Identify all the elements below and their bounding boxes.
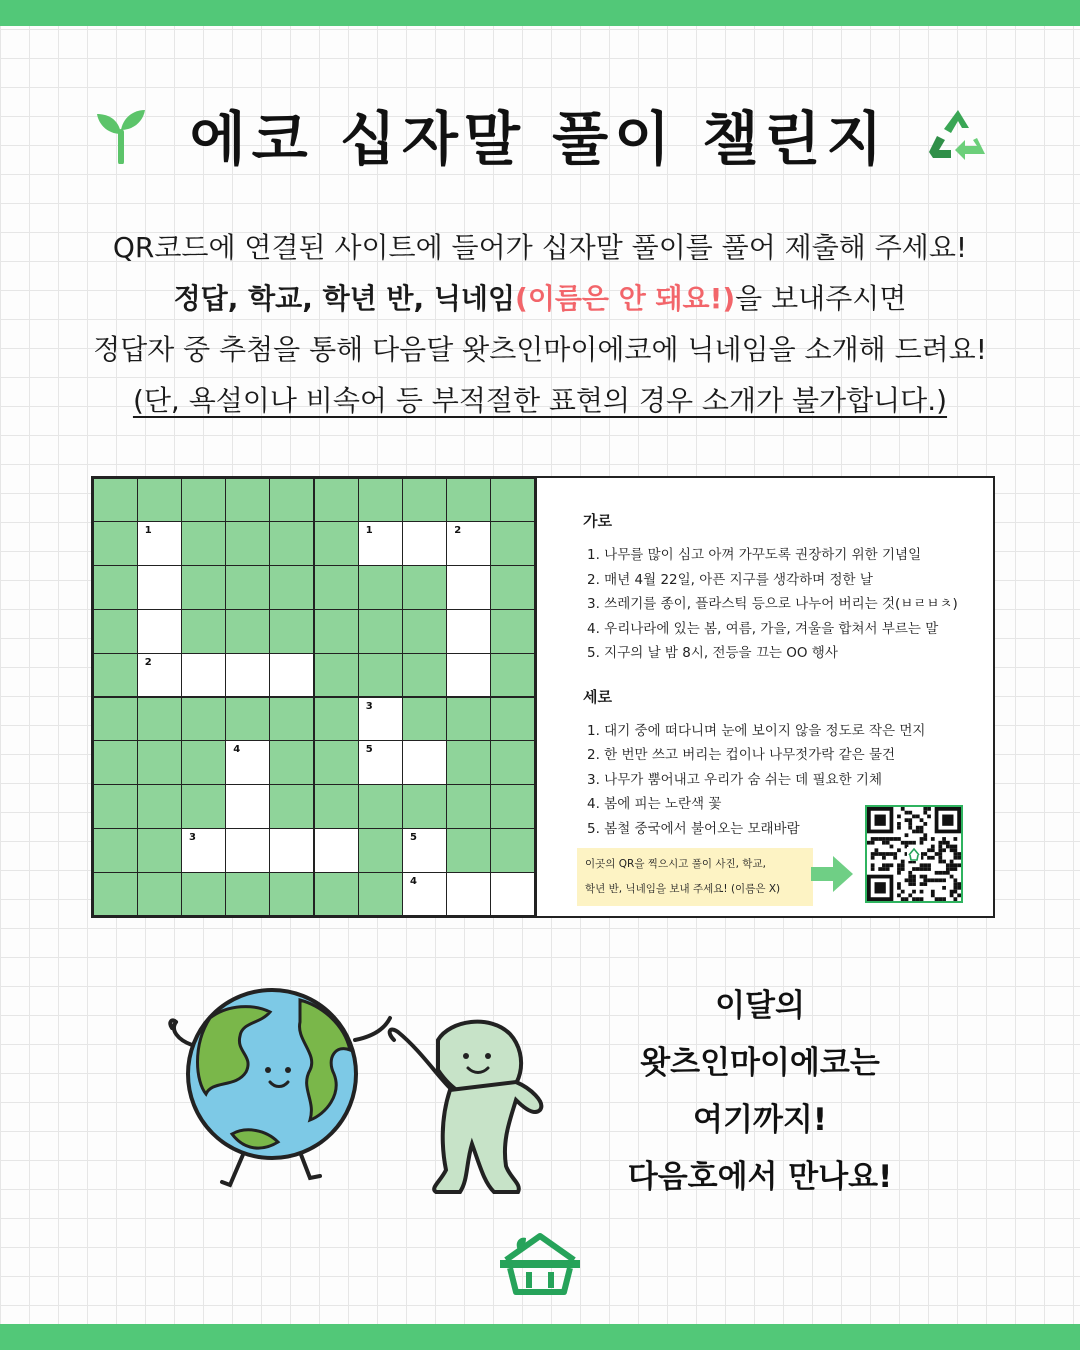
crossword-filled-cell xyxy=(138,698,181,741)
intro-line-2 xyxy=(0,273,1080,324)
clue-number: 1 xyxy=(365,525,373,537)
clue-number: 3 xyxy=(189,832,196,843)
crossword-blank-cell[interactable] xyxy=(226,785,269,828)
crossword-filled-cell xyxy=(359,829,402,872)
closing-line-3: 여기까지! xyxy=(693,1102,827,1138)
closing-line-1: 이달의 xyxy=(715,988,805,1024)
crossword-filled-cell xyxy=(94,873,137,916)
recycle-icon xyxy=(929,106,987,162)
crossword-filled-cell xyxy=(403,479,446,522)
crossword-filled-cell xyxy=(359,785,402,828)
crossword-filled-cell xyxy=(94,522,137,565)
top-accent-bar xyxy=(0,0,1080,26)
across-clue: 1. 나무를 많이 심고 아껴 가꾸도록 권장하기 위한 기념일 xyxy=(587,547,922,563)
crossword-filled-cell xyxy=(403,785,446,828)
across-clue-list xyxy=(583,543,983,666)
crossword-filled-cell xyxy=(359,654,402,697)
crossword-blank-cell[interactable] xyxy=(315,829,358,872)
across-clue: 4. 우리나라에 있는 봄, 여름, 가을, 겨울을 합쳐서 부르는 말 xyxy=(587,620,939,637)
page-title-row xyxy=(0,92,1080,176)
crossword-filled-cell xyxy=(270,522,313,565)
crossword-filled-cell xyxy=(94,741,137,784)
crossword-filled-cell xyxy=(491,698,534,741)
intro-name-warning: (이름은 안 돼요!) xyxy=(515,282,736,315)
sprout-icon xyxy=(93,104,149,164)
crossword-filled-cell xyxy=(403,654,446,697)
crossword-blank-cell[interactable] xyxy=(182,654,225,697)
crossword-filled-cell xyxy=(182,479,225,522)
crossword-filled-cell xyxy=(94,566,137,609)
crossword-blank-cell[interactable] xyxy=(138,610,181,653)
crossword-filled-cell xyxy=(94,610,137,653)
crossword-filled-cell xyxy=(403,698,446,741)
panel-divider xyxy=(535,478,537,916)
crossword-filled-cell xyxy=(315,610,358,653)
crossword-blank-cell[interactable] xyxy=(447,566,490,609)
crossword-filled-cell xyxy=(359,479,402,522)
crossword-filled-cell xyxy=(315,654,358,697)
crossword-filled-cell xyxy=(491,785,534,828)
crossword-filled-cell xyxy=(359,610,402,653)
crossword-filled-cell xyxy=(359,566,402,609)
crossword-blank-cell[interactable] xyxy=(447,654,490,697)
crossword-blank-cell[interactable] xyxy=(138,566,181,609)
across-title: 가로 xyxy=(583,512,612,530)
bottom-accent-bar xyxy=(0,1324,1080,1350)
crossword-filled-cell xyxy=(94,654,137,697)
crossword-blank-cell[interactable] xyxy=(270,829,313,872)
crossword-filled-cell xyxy=(138,479,181,522)
crossword-filled-cell xyxy=(359,873,402,916)
crossword-filled-cell xyxy=(491,566,534,609)
crossword-filled-cell xyxy=(138,829,181,872)
crossword-blank-cell[interactable] xyxy=(359,741,402,784)
crossword-blank-cell[interactable] xyxy=(226,654,269,697)
crossword-filled-cell xyxy=(491,741,534,784)
crossword-blank-cell[interactable] xyxy=(403,741,446,784)
crossword-filled-cell xyxy=(315,522,358,565)
crossword-filled-cell xyxy=(94,479,137,522)
crossword-blank-cell[interactable] xyxy=(359,698,402,741)
clue-number: 1 xyxy=(144,525,152,537)
crossword-filled-cell xyxy=(315,698,358,741)
down-title: 세로 xyxy=(583,687,612,706)
crossword-filled-cell xyxy=(94,829,137,872)
crossword-blank-cell[interactable] xyxy=(226,741,269,784)
crossword-filled-cell xyxy=(270,785,313,828)
crossword-filled-cell xyxy=(226,610,269,653)
crossword-filled-cell xyxy=(315,479,358,522)
crossword-filled-cell xyxy=(491,654,534,697)
crossword-filled-cell xyxy=(315,785,358,828)
crossword-filled-cell xyxy=(447,785,490,828)
crossword-blank-cell[interactable] xyxy=(447,522,490,565)
crossword-filled-cell xyxy=(447,741,490,784)
across-clue: 3. 쓰레기를 종이, 플라스틱 등으로 나누어 버리는 것(ㅂㄹㅂㅊ) xyxy=(587,596,958,612)
intro-line-1: QR코드에 연결된 사이트에 들어가 십자말 풀이를 풀어 제출해 주세요! xyxy=(112,231,968,264)
crossword-filled-cell xyxy=(226,479,269,522)
closing-message xyxy=(590,978,930,1206)
crossword-filled-cell xyxy=(182,785,225,828)
clue-number: 2 xyxy=(454,525,462,537)
crossword-blank-cell[interactable] xyxy=(447,610,490,653)
down-clue: 2. 한 번만 쓰고 버리는 컵이나 나무젓가락 같은 물건 xyxy=(587,747,896,763)
intro-text xyxy=(0,222,1080,426)
intro-line-2-tail: 을 보내주시면 xyxy=(735,282,907,315)
crossword-filled-cell xyxy=(447,829,490,872)
crossword-filled-cell xyxy=(403,566,446,609)
crossword-blank-cell[interactable] xyxy=(138,654,181,697)
crossword-panel xyxy=(91,476,995,918)
crossword-filled-cell xyxy=(491,610,534,653)
clue-number: 5 xyxy=(410,832,417,843)
qr-note-line-2: 학년 반, 닉네임을 보내 주세요! (이름은 X) xyxy=(585,883,781,895)
crossword-filled-cell xyxy=(226,873,269,916)
crossword-blank-cell[interactable] xyxy=(359,522,402,565)
crossword-blank-cell[interactable] xyxy=(403,873,446,916)
crossword-blank-cell[interactable] xyxy=(226,829,269,872)
intro-line-4: (단, 욕설이나 비속어 등 부적절한 표현의 경우 소개가 불가합니다.) xyxy=(132,384,948,417)
crossword-filled-cell xyxy=(182,522,225,565)
crossword-filled-cell xyxy=(447,479,490,522)
crossword-filled-cell xyxy=(226,698,269,741)
page-title: 에코 십자말 풀이 챌린지 xyxy=(189,105,889,173)
arrow-right-icon xyxy=(811,854,855,894)
crossword-filled-cell xyxy=(138,785,181,828)
clue-number: 5 xyxy=(365,744,373,756)
crossword-filled-cell xyxy=(270,610,313,653)
intro-line-3: 정답자 중 추첨을 통해 다음달 왓츠인마이에코에 닉네임을 소개해 드려요! xyxy=(93,333,987,366)
crossword-filled-cell xyxy=(270,873,313,916)
crossword-blank-cell[interactable] xyxy=(403,829,446,872)
crossword-blank-cell[interactable] xyxy=(138,522,181,565)
crossword-filled-cell xyxy=(270,479,313,522)
crossword-blank-cell[interactable] xyxy=(182,829,225,872)
crossword-grid xyxy=(93,478,535,916)
crossword-filled-cell xyxy=(270,566,313,609)
crossword-filled-cell xyxy=(270,698,313,741)
down-clue: 1. 대기 중에 떠다니며 눈에 보이지 않을 정도로 작은 먼지 xyxy=(587,722,926,739)
clue-number: 3 xyxy=(365,700,373,712)
crossword-filled-cell xyxy=(94,785,137,828)
crossword-filled-cell xyxy=(182,566,225,609)
crossword-blank-cell[interactable] xyxy=(491,873,534,916)
crossword-filled-cell xyxy=(182,610,225,653)
earth-and-friend-illustration xyxy=(150,970,570,1200)
closing-line-2: 왓츠인마이에코는 xyxy=(640,1045,880,1081)
crossword-filled-cell xyxy=(315,741,358,784)
crossword-filled-cell xyxy=(315,566,358,609)
crossword-filled-cell xyxy=(182,873,225,916)
crossword-filled-cell xyxy=(138,873,181,916)
crossword-filled-cell xyxy=(491,479,534,522)
crossword-filled-cell xyxy=(94,698,137,741)
crossword-filled-cell xyxy=(315,873,358,916)
green-friend-character-icon xyxy=(390,1022,542,1192)
clue-number: 4 xyxy=(233,744,241,756)
crossword-filled-cell xyxy=(270,741,313,784)
qr-note-line-1: 이곳의 QR을 찍으시고 풀이 사진, 학교, xyxy=(585,858,766,870)
crossword-filled-cell xyxy=(491,829,534,872)
across-clue: 5. 지구의 날 밤 8시, 전등을 끄는 OO 행사 xyxy=(587,645,838,661)
crossword-filled-cell xyxy=(447,698,490,741)
crossword-filled-cell xyxy=(226,566,269,609)
qr-instruction-note xyxy=(577,848,813,906)
crossword-filled-cell xyxy=(226,522,269,565)
earth-character-icon xyxy=(170,990,390,1185)
crossword-blank-cell[interactable] xyxy=(403,522,446,565)
down-clue: 5. 봄철 중국에서 불어오는 모래바람 xyxy=(587,820,800,837)
down-clue: 3. 나무가 뿜어내고 우리가 숨 쉬는 데 필요한 기체 xyxy=(587,771,882,788)
intro-required-fields: 정답, 학교, 학년 반, 닉네임 xyxy=(173,282,516,315)
crossword-filled-cell xyxy=(182,741,225,784)
crossword-filled-cell xyxy=(182,698,225,741)
down-clue: 4. 봄에 피는 노란색 꽃 xyxy=(587,796,722,812)
qr-code-icon xyxy=(867,807,961,901)
across-clue: 2. 매년 4월 22일, 아픈 지구를 생각하며 정한 날 xyxy=(587,571,873,588)
crossword-filled-cell xyxy=(403,610,446,653)
clue-number: 2 xyxy=(144,656,152,668)
eco-basket-logo-icon xyxy=(496,1232,584,1298)
clue-number: 4 xyxy=(410,875,417,887)
crossword-blank-cell[interactable] xyxy=(447,873,490,916)
crossword-blank-cell[interactable] xyxy=(270,654,313,697)
crossword-filled-cell xyxy=(491,522,534,565)
crossword-filled-cell xyxy=(138,741,181,784)
closing-line-4: 다음호에서 만나요! xyxy=(627,1159,893,1195)
qr-code[interactable] xyxy=(865,805,963,903)
